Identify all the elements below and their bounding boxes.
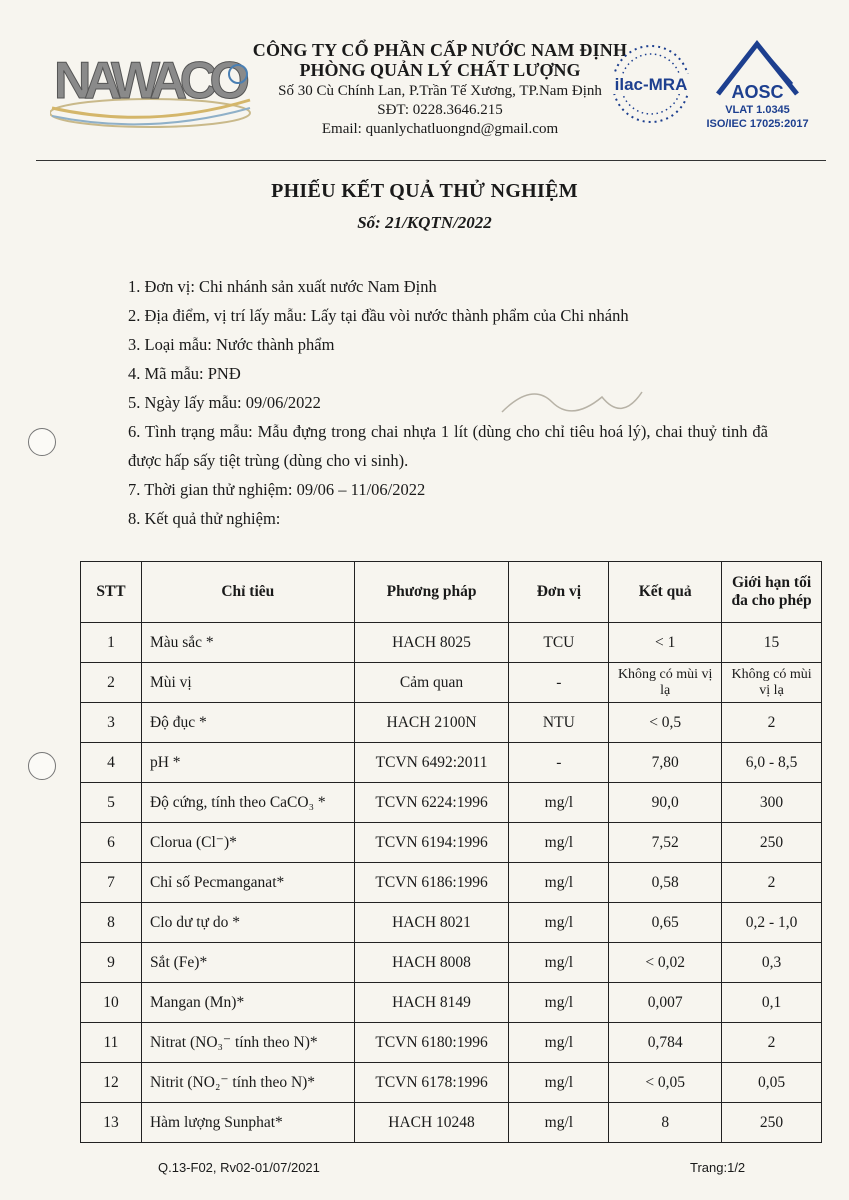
table-row [81, 1023, 822, 1063]
row-result: < 0,05 [609, 1063, 722, 1103]
row-parameter: Độ đục * [141, 703, 354, 743]
info-sample-type: 3. Loại mẫu: Nước thành phẩm [128, 335, 335, 354]
row-method: TCVN 6186:1996 [354, 863, 509, 903]
row-result: Không có mùi vị lạ [609, 663, 722, 703]
header-parameter: Chỉ tiêu [141, 562, 354, 623]
row-limit: 0,2 - 1,0 [722, 903, 822, 943]
table-row [81, 1103, 822, 1143]
row-unit: mg/l [509, 823, 609, 863]
row-result: 0,65 [609, 903, 722, 943]
nawaco-logo-text: NAWACO [54, 52, 250, 110]
row-limit: 300 [722, 783, 822, 823]
row-unit: mg/l [509, 1103, 609, 1143]
nawaco-logo [50, 38, 255, 128]
row-unit: mg/l [509, 903, 609, 943]
row-method: TCVN 6194:1996 [354, 823, 509, 863]
row-parameter: Độ cứng, tính theo CaCO₃ * [141, 783, 354, 823]
table-row [81, 663, 822, 703]
table-row [81, 783, 822, 823]
row-unit: mg/l [509, 943, 609, 983]
info-location: 2. Địa điểm, vị trí lấy mẫu: Lấy tại đầu vòi nước thành phẩm của Chi nhánh [128, 306, 629, 325]
row-result: 7,80 [609, 743, 722, 783]
row-stt: 2 [81, 663, 142, 703]
table-row [81, 623, 822, 663]
form-code: Q.13-F02, Rv02-01/07/2021 [158, 1160, 320, 1175]
department-name: PHÒNG QUẢN LÝ CHẤT LƯỢNG [299, 60, 581, 80]
row-unit: mg/l [509, 1023, 609, 1063]
header-divider [36, 160, 826, 161]
header-stt: STT [81, 562, 142, 623]
row-result: 0,58 [609, 863, 722, 903]
row-method: TCVN 6180:1996 [354, 1023, 509, 1063]
aosc-logo [700, 38, 815, 138]
table-row [81, 703, 822, 743]
row-limit: 0,05 [722, 1063, 822, 1103]
row-parameter: Clorua (Cl⁻)* [141, 823, 354, 863]
row-parameter: Sắt (Fe)* [141, 943, 354, 983]
aosc-name: AOSC [731, 82, 784, 102]
row-result: 90,0 [609, 783, 722, 823]
header-limit: Giới hạn tối đa cho phép [722, 562, 822, 623]
punch-hole [28, 428, 56, 456]
row-parameter: pH * [141, 743, 354, 783]
row-limit: 2 [722, 1023, 822, 1063]
row-method: Cảm quan [354, 663, 509, 703]
row-stt: 10 [81, 983, 142, 1023]
sample-info [128, 272, 768, 533]
ilac-mra-text: ilac-MRA [614, 75, 688, 94]
table-row [81, 983, 822, 1023]
row-result: 7,52 [609, 823, 722, 863]
nawaco-logo-graphic [50, 38, 255, 128]
row-method: HACH 8025 [354, 623, 509, 663]
row-stt: 3 [81, 703, 142, 743]
row-unit: TCU [509, 623, 609, 663]
row-parameter: Nitrat (NO₃⁻ tính theo N)* [141, 1023, 354, 1063]
row-limit: 0,1 [722, 983, 822, 1023]
row-stt: 4 [81, 743, 142, 783]
row-stt: 5 [81, 783, 142, 823]
row-parameter: Mangan (Mn)* [141, 983, 354, 1023]
table-row [81, 743, 822, 783]
document-title: PHIẾU KẾT QUẢ THỬ NGHIỆM [271, 180, 578, 202]
company-name: CÔNG TY CỔ PHẦN CẤP NƯỚC NAM ĐỊNH [252, 40, 628, 60]
table-header-row [81, 562, 822, 623]
row-stt: 8 [81, 903, 142, 943]
row-parameter: Hàm lượng Sunphat* [141, 1103, 354, 1143]
row-parameter: Mùi vị [141, 663, 354, 703]
row-stt: 7 [81, 863, 142, 903]
row-method: TCVN 6492:2011 [354, 743, 509, 783]
table-row [81, 863, 822, 903]
header-unit: Đơn vị [509, 562, 609, 623]
row-result: < 0,02 [609, 943, 722, 983]
info-sample-code: 4. Mã mẫu: PNĐ [128, 364, 241, 383]
row-method: TCVN 6224:1996 [354, 783, 509, 823]
row-stt: 1 [81, 623, 142, 663]
row-method: HACH 10248 [354, 1103, 509, 1143]
results-body [81, 623, 822, 1143]
header-method: Phương pháp [354, 562, 509, 623]
table-row [81, 1063, 822, 1103]
row-parameter: Chỉ số Pecmanganat* [141, 863, 354, 903]
row-unit: - [509, 663, 609, 703]
aosc-iso: ISO/IEC 17025:2017 [706, 118, 809, 130]
info-unit: 1. Đơn vị: Chi nhánh sản xuất nước Nam Định [128, 277, 437, 296]
row-unit: mg/l [509, 863, 609, 903]
company-phone: SĐT: 0228.3646.215 [377, 102, 503, 118]
ilac-mra-graphic [605, 38, 697, 130]
row-stt: 12 [81, 1063, 142, 1103]
info-sample-condition: 6. Tình trạng mẫu: Mẫu đựng trong chai nhựa 1 lít (dùng cho chỉ tiêu hoá lý), chai thuỷ tinh đã được hấp sấy tiệt trùng (dùng cho vi sinh). [128, 422, 768, 470]
row-stt: 11 [81, 1023, 142, 1063]
company-address: Số 30 Cù Chính Lan, P.Trần Tế Xương, TP.Nam Định [278, 83, 602, 99]
row-limit: 6,0 - 8,5 [722, 743, 822, 783]
row-limit: 15 [722, 623, 822, 663]
table-row [81, 903, 822, 943]
row-result: 0,784 [609, 1023, 722, 1063]
row-result: 0,007 [609, 983, 722, 1023]
row-limit: Không có mùi vị lạ [722, 663, 822, 703]
company-email: Email: quanlychatluongnd@gmail.com [321, 121, 559, 137]
row-method: HACH 8008 [354, 943, 509, 983]
row-parameter: Nitrit (NO₂⁻ tính theo N)* [141, 1063, 354, 1103]
company-header [240, 40, 640, 138]
table-row [81, 943, 822, 983]
row-limit: 2 [722, 863, 822, 903]
row-result: 8 [609, 1103, 722, 1143]
results-table [80, 561, 822, 1143]
row-unit: NTU [509, 703, 609, 743]
info-sampling-date: 5. Ngày lấy mẫu: 09/06/2022 [128, 393, 321, 412]
row-limit: 2 [722, 703, 822, 743]
row-method: HACH 8149 [354, 983, 509, 1023]
info-results-heading: 8. Kết quả thử nghiệm: [128, 509, 281, 528]
row-stt: 9 [81, 943, 142, 983]
row-limit: 250 [722, 823, 822, 863]
row-unit: mg/l [509, 1063, 609, 1103]
row-limit: 0,3 [722, 943, 822, 983]
row-parameter: Clo dư tự do * [141, 903, 354, 943]
row-unit: mg/l [509, 983, 609, 1023]
row-unit: mg/l [509, 783, 609, 823]
document-number: Số: 21/KQTN/2022 [357, 213, 492, 232]
row-unit: - [509, 743, 609, 783]
row-method: TCVN 6178:1996 [354, 1063, 509, 1103]
row-limit: 250 [722, 1103, 822, 1143]
row-stt: 6 [81, 823, 142, 863]
row-stt: 13 [81, 1103, 142, 1143]
table-row [81, 823, 822, 863]
row-parameter: Màu sắc * [141, 623, 354, 663]
row-method: HACH 8021 [354, 903, 509, 943]
row-result: < 1 [609, 623, 722, 663]
page-number: Trang:1/2 [690, 1160, 746, 1175]
ilac-mra-logo [605, 38, 697, 130]
row-result: < 0,5 [609, 703, 722, 743]
info-test-period: 7. Thời gian thử nghiệm: 09/06 – 11/06/2022 [128, 480, 426, 499]
punch-hole [28, 752, 56, 780]
header-result: Kết quả [609, 562, 722, 623]
aosc-code: VLAT 1.0345 [725, 104, 790, 116]
row-method: HACH 2100N [354, 703, 509, 743]
